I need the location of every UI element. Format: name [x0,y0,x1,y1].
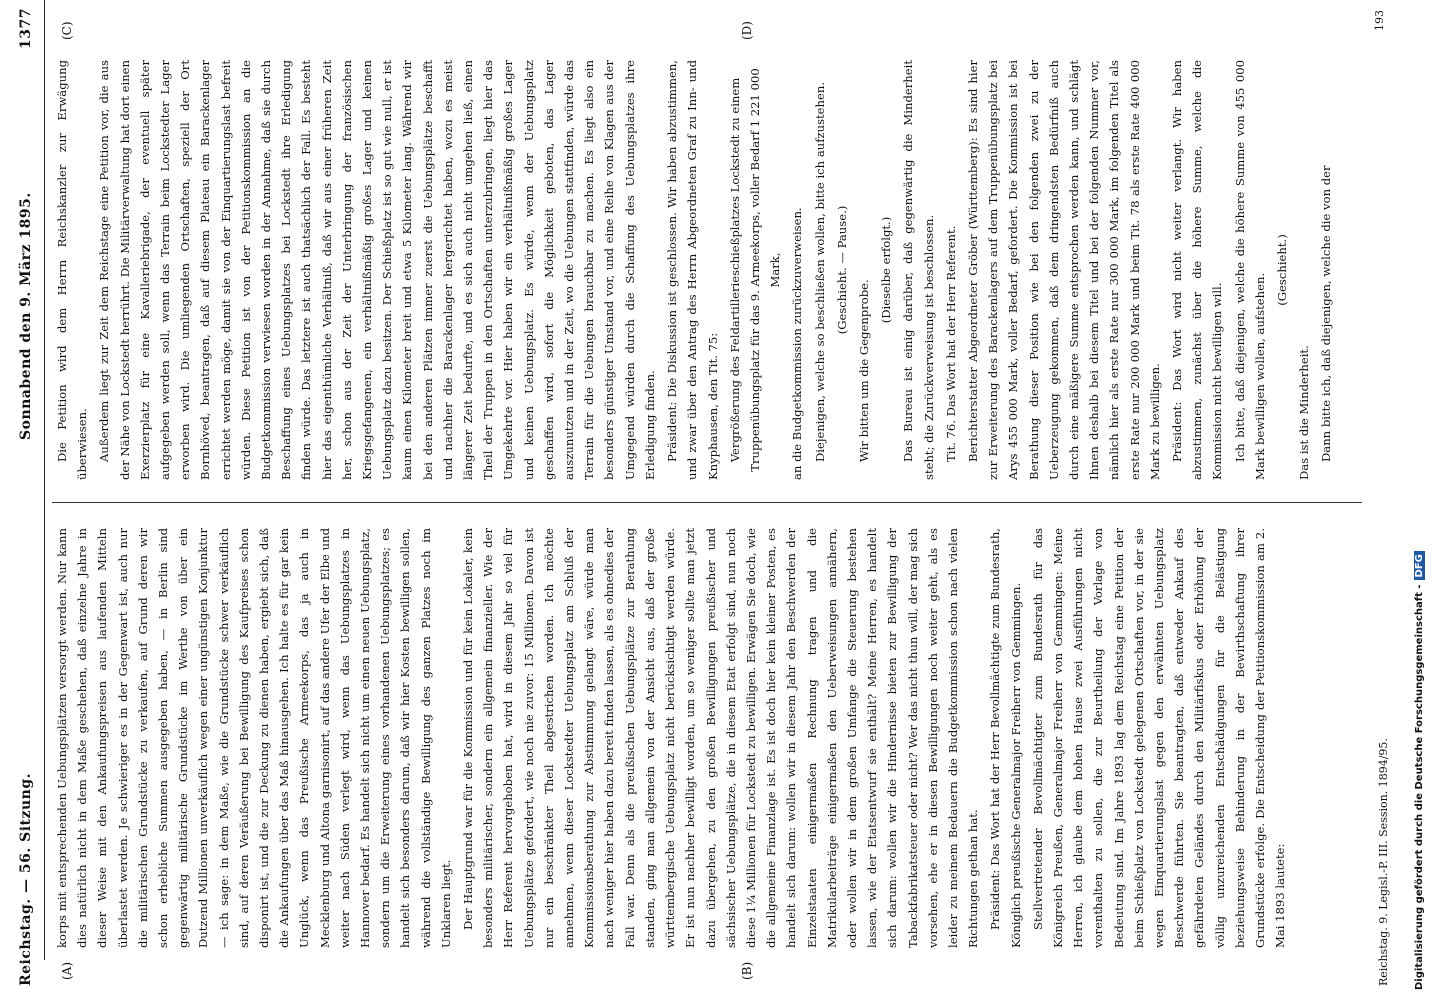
paragraph: an die Budgetkommission zurückzuverweisen. [790,207,805,480]
paragraph: korps mit entsprechenden Uebungsplätzen versorgt werden. Nur kann dies natürlich nicht in dem Maße geschehen, daß einzelne Jahre in dieser Weise mit den Ankaufungspreisen aus laufenden Mitteln überlastet werden. Je schwieriger es in der Gegenwart ist, auch nur die militärischen Grundstücke zu verkaufen, auf Grund deren wir schon erhebliche Summen ausgegeben haben, — in Berlin sind gegenwärtig militärische Grundstücke im Werthe von über ein Dutzend Millionen unverkäuflich wegen einer ungünstigen Konjunktur — ich sage: in dem Maße, wie die Grundstücke schwer verkäuflich sind, auf deren Veräußerung bei Bewilligung des Kaufpreises schon disponirt ist, und die zur Deckung zu dienen haben, ergiebt sich, daß die Ankaufungen über das Maß hinausgehen. Ich halte es für gar kein Unglück, wenn das Preußische Armeekorps, das ja auch in Mecklenburg und Altona garnisonirt, auf das andere Ufer der Elbe und weiter nach Süden verlegt wird, wenn das Uebungsplatzes in Hannover bedarf. Es handelt sich nicht um einen neuen Uebungsplatz, sondern um die Erweiterung eines vorhandenen Uebungsplatzes; es handelt sich besonders darum, daß wir hier Kosten bewilligen sollen, während die vollständige Bewilligung des ganzen Platzes noch im Unklaren liegt. [55,528,453,948]
stage-direction: (Geschieht. — Pause.) [834,205,849,335]
page-number: 1377 [18,8,34,49]
paragraph: Das ist die Minderheit. [1297,345,1312,480]
header-rule [44,0,45,960]
right-column [52,60,1360,480]
left-column [52,528,1360,948]
paragraph: Dann bitte ich, daß diejenigen, welche die von der [1319,165,1334,462]
column-divider [52,502,1362,503]
header-title: Sonnabend den 9. März 1895. [18,192,34,440]
paragraph: Tit. 76. Das Wort hat der Herr Referent. [943,225,958,462]
signature-mark: 193 [1373,10,1386,31]
margin-mark-d: (D) [740,21,754,40]
paragraph: Ich bitte, daß diejenigen, welche die höhere Summe von 455 000 Mark bewilligen wollen, aufstehen. [1232,60,1267,480]
footer-left: Reichstag. 9. Legisl.-P. III. Session. 1894/95. [1377,738,1390,986]
running-head [12,0,46,1000]
paragraph: Diejenigen, welche so beschließen wollen, bitte ich aufzustehen. [812,81,827,462]
margin-mark-b: (B) [740,961,754,980]
paragraph: Präsident: Das Wort hat der Herr Bevollmächtigte zum Bundesrath, Königlich preußische Generalmajor Freiherr von Gemmingen. [988,528,1023,948]
paragraph: Präsident: Das Wort wird nicht weiter verlangt. Wir haben abzustimmen, zunächst über die höhere Summe, welche die Kommission nicht bewilligen will. [1169,60,1225,480]
stage-direction: (Dieselbe erfolgt.) [879,216,894,324]
stage-direction: (Geschieht.) [1274,234,1289,306]
margin-mark-a: (A) [60,961,74,980]
credit-text: Digitalisierung gefördert durch die Deutsche Forschungsgemeinschaft - [1414,584,1425,990]
paragraph: Stellvertretender Bevollmächtigter zum Bundesrath für das Königreich Preußen, Generalmajor Freiherr von Gemmingen: Meine Herren, ich glaube dem hohen Hause zwei Ausführungen nicht vorenthalten zu sollen, die zur Beurtheilung der Vorlage von Bedeutung sind. Im Jahre 1893 lag dem Reichstag eine Petition der beim Schießplatz von Lockstedt gelegenen Ortschaften vor, in der sie wegen Einquartierungslast gegen den erwähnten Uebungsplatz Beschwerde führten. Sie beantragten, daß entweder Ankauf des gefährdeten Geländes durch den Militärfiskus oder Erhöhung der völlig unzureichenden Entschädigungen für die Belästigung beziehungsweise Behinderung in der Bewirthschaftung ihrer Grundstücke erfolge. Die Entscheidung der Petitionskommission am 2. Mai 1893 lautete: [1030,528,1288,948]
paragraph: Berichterstatter Abgeordneter Gröber (Württemberg): Es sind hier zur Erweiterung des Barackenlagers auf dem Truppenübungsplatz bei Arys 455 000 Mark, voller Bedarf, gefordert. Die Kommission ist bei Berathung dieser Position wie bei den folgenden zwei zu der Ueberzeugung gekommen, daß dem dringendsten Bedürfniß auch durch eine mäßigere Summe entsprochen werden kann, und schlägt Ihnen deshalb bei diesem Titel und bei der folgenden Nummer vor, nämlich hier als erste Rate nur 300 000 Mark, im folgenden Titel als erste Rate nur 200 000 Mark und beim Tit. 78 als erste Rate 400 000 Mark zu bewilligen. [965,60,1162,480]
margin-mark-c: (C) [60,21,74,40]
paragraph: Die Petition wird dem Herrn Reichskanzler zur Erwägung überwiesen. [55,60,90,480]
dfg-badge: DFG [1414,551,1425,580]
paragraph: Präsident: Die Diskussion ist geschlossen. Wir haben abzustimmen, und zwar über den Antrag des Herrn Abgeordneten Graf zu Inn- und Knyphausen, den Tit. 75: [665,60,720,480]
header-left: Reichstag. — 56. Sitzung. [18,773,34,986]
paragraph: Das Bureau ist einig darüber, daß gegenwärtig die Minderheit steht; die Zurückverweisung ist beschlossen. [901,60,936,480]
paragraph: Der Hauptgrund war für die Kommission und für kein Lokaler, kein besonders militärischer, sondern ein allgemein finanzieller. Wie der Herr Referent hervorgehoben hat, wird in diesem Jahr so viel für Uebungsplätze gefordert, wie noch nie zuvor: 15 Millionen. Davon ist nur ein beschränkter Theil abgestrichen worden. Ich möchte annehmen, wenn dieser Lockstedter Uebungsplatz am Schluß der Kommissionsberathung zur Abstimmung gelangt wäre, würde man nach weniger hier haben dazu bereit finden lassen, als es ohnedies der Fall war. Denn als die preußischen Uebungsplätze zur Berathung standen, ging man allgemein von der Ansicht aus, daß der große württembergische Uebungsplatz nicht berücksichtigt werden würde. Er ist nun nachher bewilligt worden, um so weniger sollte man jetzt dazu übergehen, zu den großen Bewilligungen preußischer und sächsischer Uebungsplätze, die in diesem Etat erfolgt sind, nun noch diese 1¼ Millionen für Lockstedt zu bewilligen. Erwägen Sie doch, wie die allgemeine Finanzlage ist. Es ist doch hier kein kleiner Posten, es handelt sich darum: wollen wir in diesem Jahr den Beschwerden der Einzelstaaten einigermaßen Rechnung tragen und die Matrikularbeiträge einigermaßen den Ueberweisungen annähern, oder wollen wir in dem großen Umfange die Steuerung bestehen lassen, wie der Etatsentwurf sie enthält? Meine Herren, es handelt sich darum: wollen wir die Hindernisse bieten zur Bewilligung der Tabackfabrikatsteuer oder nicht? Wer das nicht thun will, der mag sich vorsehen, ehe er in diesen Bewilligungen noch weiter geht, als es leider zu meinem Bedauern die Budgetkommission schon nach vielen Richtungen gethan hat. [461,528,981,948]
paragraph: Vergrößerung des Feldartillerieschießplatzes Lockstedt zu einem Truppenübungsplatz für das 9. Armeekorps, voller Bedarf 1 221 000 Mark, [727,68,783,472]
paragraph: Wir bitten um die Gegenprobe. [856,279,871,462]
digitization-credit [1412,0,1432,1000]
paragraph: Außerdem liegt zur Zeit dem Reichstage eine Petition vor, die aus der Nähe von Lockstedt herrührt. Die Militärverwaltung hat dort einen Exerzierplatz für eine Kavalleriebrigade, der eventuell später aufgegeben werden soll, wenn das Terrain beim Lockstedter Lager erworben wird. Die umliegenden Ortschaften, speziell der Ort Bornhöved, beantragen, daß auf diesem Plateau ein Barackenlager errichtet werden möge, damit sie von der Einquartierungslast befreit würden. Diese Petition ist von der Petitionskommission an die Budgetkommission verwiesen worden in der Annahme, daß sie durch Beschaffung eines Uebungsplatzes bei Lockstedt ihre Erledigung finden würde. Das letztere ist auch thatsächlich der Fall. Es besteht hier das eigenthümliche Verhältniß, daß wir aus einer früheren Zeit her, schon aus der Zeit der Unterbringung der französischen Kriegsgefangenen, ein verhältnißmäßig großes Lager und keinen Uebungsplatz dazu besitzen. Der Schießplatz ist so gut wie null, er ist kaum einen Kilometer breit und etwa 5 Kilometer lang. Während wir bei den anderen Plätzen immer zuerst die Uebungsplätze beschafft und nachher die Barackenlager hergerichtet haben, wozu es meist längerer Zeit bedurfte, und es sich auch nicht umgehen ließ, einen Theil der Truppen in den Ortschaften unterzubringen, liegt hier das Umgekehrte vor. Hier haben wir ein verhältnißmäßig großes Lager und keinen Uebungsplatz. Es würde, wenn der Uebungsplatz geschaffen wird, sofort die Möglichkeit geboten, das Lager auszunutzen und in der Zeit, wo die Uebungen stattfinden, würde das Terrain für die Uebungen brauchbar zu machen. Es liegt also ein besonders günstiger Umstand vor, und eine Reihe von Klagen aus der Umgegend würden durch die Schaffung des Uebungsplatzes ihre Erledigung finden. [97,60,657,480]
